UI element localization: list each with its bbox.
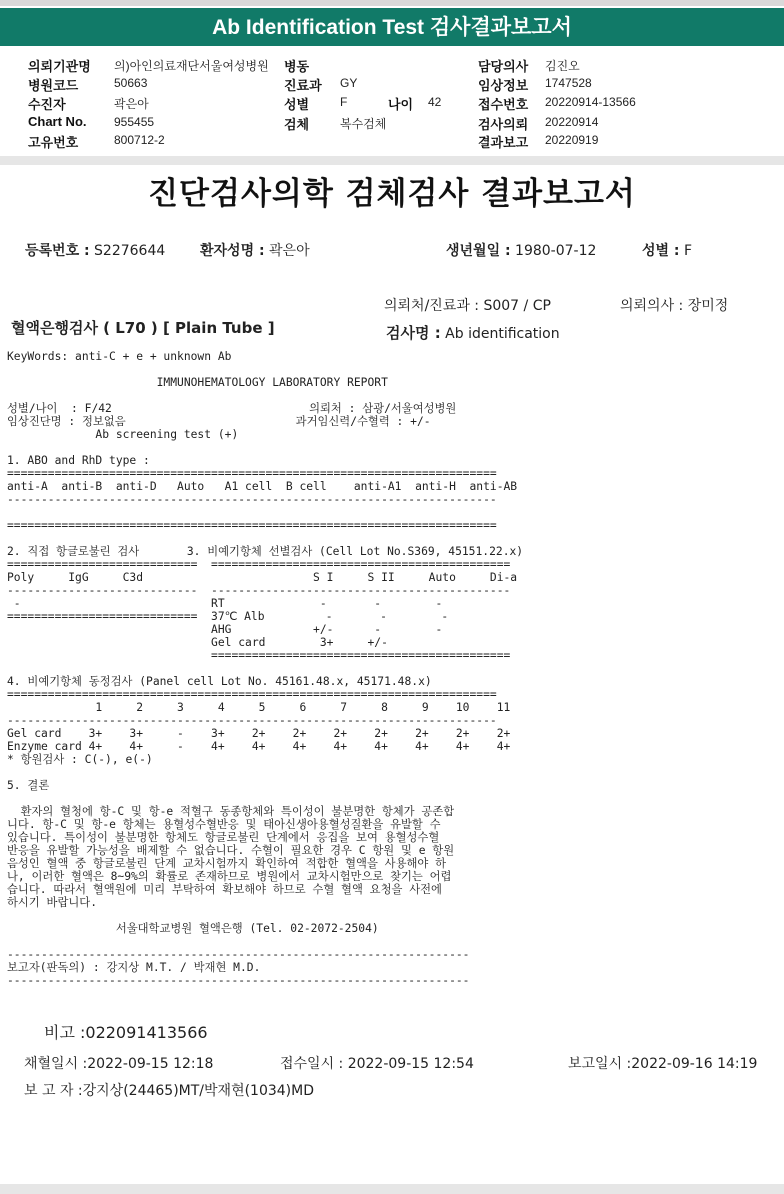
birth-value: 1980-07-12 — [515, 243, 597, 259]
report-line: 환자의 혈청에 항-C 및 항-e 적혈구 동종항체와 특이성이 불분명한 항체가 공존합 — [7, 805, 455, 818]
note-value: 022091413566 — [85, 1023, 208, 1042]
request-doctor: 의뢰의사 : 장미정 — [620, 298, 729, 314]
info-clinical-value: 1747528 — [545, 76, 592, 90]
test-value: Ab identification — [445, 326, 560, 342]
report-line — [7, 792, 523, 805]
report-line — [7, 389, 523, 402]
info-label: 임상정보 — [478, 78, 529, 93]
reporter-line: 보 고 자 :강지상(24465)MT/박재현(1034)MD — [24, 1083, 315, 1099]
info-label: 검사의뢰 — [478, 117, 529, 132]
report-line: -------------------------------------------------------------------- — [7, 974, 470, 987]
info-label: 담당의사 — [478, 59, 529, 74]
report-line: anti-A anti-B anti-D Auto A1 cell B cell anti-A1 anti-H anti-AB — [7, 480, 518, 493]
info-age-value: 42 — [428, 95, 442, 109]
report-line: Gel card 3+ 3+ - 3+ 2+ 2+ 2+ 2+ 2+ 2+ 2+ — [7, 727, 511, 740]
top-border — [0, 0, 784, 6]
name-label: 환자성명 : — [200, 243, 265, 259]
info-label: 병원코드 — [28, 78, 79, 93]
reg-label: 등록번호 : — [25, 243, 90, 259]
info-code-value: 50663 — [114, 76, 148, 90]
info-sex — [284, 94, 309, 113]
report-line: 니다. 항-C 및 항-e 항체는 용혈성수혈반응 및 태아신생아용혈성질환을 유발할 수 — [7, 818, 441, 831]
report-line: 습니다. 따라서 혈액원에 미리 부탁하여 확보해야 하므로 수혈 혈액 요청을 사전에 — [7, 883, 442, 896]
info-dept-value: GY — [340, 76, 358, 90]
report-line: Poly IgG C3d S I S II Auto Di-a — [7, 571, 518, 584]
report-line: * 항원검사 : C(-), e(-) — [7, 753, 153, 766]
info-label: 병동 — [284, 59, 310, 74]
patient-name — [200, 240, 310, 260]
info-chart — [28, 114, 87, 129]
section-title: 혈액은행검사 ( L70 ) [ Plain Tube ] — [11, 319, 275, 337]
info-code — [28, 75, 78, 94]
receive-time: 접수일시 : 2022-09-15 12:54 — [280, 1056, 474, 1072]
info-patient-value: 곽은아 — [114, 97, 149, 111]
info-receipt — [478, 94, 528, 113]
collect-time: 채혈일시 :2022-09-15 12:18 — [24, 1056, 214, 1072]
name-value: 곽은아 — [269, 243, 310, 259]
report-banner-title: Ab Identification Test 검사결과보고서 — [0, 8, 784, 46]
info-label: 고유번호 — [28, 135, 79, 150]
bottom-border — [0, 1184, 784, 1194]
info-hospital-value: 의)아인의료재단서울여성병원 — [114, 59, 269, 73]
info-chart-value: 955455 — [114, 115, 155, 129]
report-line: AHG +/- - - — [7, 623, 443, 636]
info-label: Chart No. — [28, 114, 87, 129]
sex-value: F — [683, 243, 693, 259]
info-result-value: 20220919 — [545, 133, 599, 147]
report-line: ============================ 37℃ Alb - - - — [7, 610, 449, 623]
report-line: 1 2 3 4 5 6 7 8 9 10 11 — [7, 701, 511, 714]
info-sex-value: F — [340, 95, 348, 109]
report-line: ---------------------------- -------------------------------------------- — [7, 584, 511, 597]
note-line — [44, 1020, 208, 1043]
info-age — [388, 94, 413, 113]
info-result — [478, 132, 528, 151]
report-line: 4. 비예기항체 동정검사 (Panel cell Lot No. 45161.48.x, 45171.48.x) — [7, 675, 432, 688]
info-doctor — [478, 56, 528, 75]
report-line: ======================================================================== — [7, 467, 497, 480]
report-line: 음성인 혈액 중 항글로불린 단계 교차시험까지 확인하여 적합한 혈액을 사용해야 하 — [7, 857, 447, 870]
report-line: 2. 직접 항글로불린 검사 3. 비예기항체 선별검사 (Cell Lot No.S369, 45151.22.x) — [7, 545, 524, 558]
info-receipt-value: 20220914-13566 — [545, 95, 636, 109]
report-line — [7, 363, 523, 376]
test-label: 검사명 : — [386, 324, 441, 342]
info-specimen-value: 복수검체 — [340, 117, 387, 131]
report-line: 임상진단명 : 정보없음 과거임신력/수혈력 : +/- — [7, 415, 431, 428]
info-unique — [28, 132, 78, 151]
report-line: Ab screening test (+) — [7, 428, 239, 441]
report-line: 서울대학교병원 혈액은행 (Tel. 02-2072-2504) — [7, 922, 379, 935]
report-line: 보고자(판독의) : 강지상 M.T. / 박재현 M.D. — [7, 961, 261, 974]
report-line: Gel card 3+ +/- — [7, 636, 388, 649]
info-label: 검체 — [284, 117, 310, 132]
reg-number — [25, 240, 165, 260]
report-line — [7, 441, 523, 454]
report-time: 보고일시 :2022-09-16 14:19 — [568, 1056, 758, 1072]
info-request-value: 20220914 — [545, 115, 599, 129]
info-ward — [284, 56, 309, 75]
report-line: 나, 이러한 혈액은 8~9%의 확률로 존재하므로 병원에서 교차시험만으로 찾기는 어렵 — [7, 870, 452, 883]
reg-value: S2276644 — [94, 243, 166, 259]
info-dept — [284, 75, 322, 94]
birth-label: 생년월일 : — [446, 243, 511, 259]
info-label: 성별 — [284, 97, 310, 112]
info-patient — [28, 94, 66, 113]
report-line: ======================================================================== — [7, 519, 497, 532]
note-label: 비고 : — [44, 1023, 86, 1042]
report-line — [7, 506, 523, 519]
lab-report-body — [7, 350, 523, 987]
report-line — [7, 766, 523, 779]
report-line: - RT - - - — [7, 597, 443, 610]
info-label: 진료과 — [284, 78, 322, 93]
report-line: Enzyme card 4+ 4+ - 4+ 4+ 4+ 4+ 4+ 4+ 4+ 4+ — [7, 740, 511, 753]
info-label: 수진자 — [28, 97, 66, 112]
report-line: ------------------------------------------------------------------------ — [7, 714, 497, 727]
report-line: 1. ABO and RhD type : — [7, 454, 150, 467]
info-doctor-value: 김진오 — [545, 59, 580, 73]
test-name — [386, 322, 560, 343]
info-request — [478, 114, 528, 133]
report-line: ======================================================================== — [7, 688, 497, 701]
info-unique-value: 800712-2 — [114, 133, 165, 147]
report-line: 하시기 바랍니다. — [7, 896, 97, 909]
report-line: ------------------------------------------------------------------------ — [7, 493, 497, 506]
report-line: KeyWords: anti-C + e + unknown Ab — [7, 350, 232, 363]
report-line: -------------------------------------------------------------------- — [7, 948, 470, 961]
info-label: 의뢰기관명 — [28, 59, 91, 74]
report-line — [7, 909, 523, 922]
report-title: 진단검사의학 검체검사 결과보고서 — [148, 176, 636, 212]
report-line — [7, 662, 523, 675]
request-dept: 의뢰처/진료과 : S007 / CP — [384, 298, 551, 314]
report-line: 있습니다. 특이성이 불분명한 항체도 항글로불린 단계에서 응집을 보여 용혈성수혈 — [7, 831, 440, 844]
info-label: 접수번호 — [478, 97, 529, 112]
report-line — [7, 935, 523, 948]
separator-bar — [0, 156, 784, 165]
report-line: 5. 결론 — [7, 779, 50, 792]
report-line: 성별/나이 : F/42 의뢰처 : 삼광/서울여성병원 — [7, 402, 457, 415]
info-label: 결과보고 — [478, 135, 529, 150]
info-label: 나이 — [388, 97, 414, 112]
report-line: ============================ ============================================ — [7, 558, 511, 571]
report-line — [7, 532, 523, 545]
patient-sex — [642, 240, 692, 260]
report-line: ============================================ — [7, 649, 511, 662]
birth-date — [446, 240, 596, 260]
info-clinical — [478, 75, 528, 94]
report-line: IMMUNOHEMATOLOGY LABORATORY REPORT — [7, 376, 388, 389]
info-specimen — [284, 114, 309, 133]
info-hospital — [28, 56, 91, 75]
report-line: 반응을 유발할 가능성을 배제할 수 없습니다. 수혈이 필요한 경우 C 항원 및 e 항원 — [7, 844, 455, 857]
sex-label: 성별 : — [642, 243, 680, 259]
